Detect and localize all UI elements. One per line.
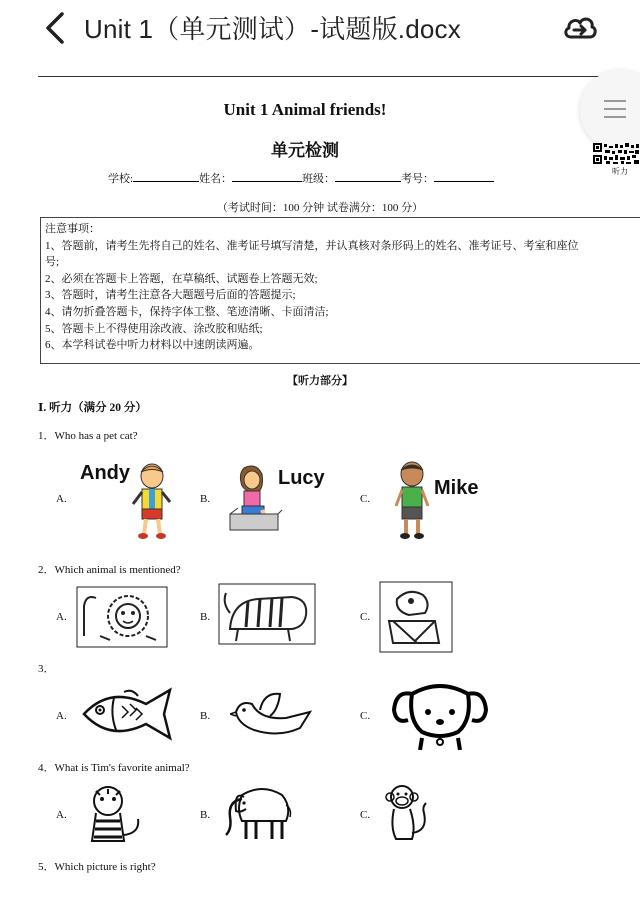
notice-item: 4、请勿折叠答题卡，保持字体工整、笔迹清晰、卡面清洁; [45,305,329,318]
chevron-left-icon[interactable] [38,10,72,46]
school-label: 学校: [108,173,134,185]
elephant-icon [222,781,294,843]
notice-item: 3、答题时，请考生注意各大题题号后面的答题提示; [45,289,296,302]
option-letter: A. [56,809,67,821]
option-letter: C. [360,611,371,623]
notice-item: 1、答题前，请考生先将自己的姓名、准考证号填写清楚，并认真核对条形码上的姓名、准考证号、考室和座位 [45,239,579,252]
exam-no-label: 考号： [401,173,435,185]
question-3: 3． [38,663,55,675]
option-name-label: Andy [80,462,130,484]
option-letter: B. [200,809,211,821]
option-letter: A. [56,710,67,722]
toolbar-divider [38,76,606,77]
paper-title: Unit 1 Animal friends! [223,100,387,119]
boy-andy-icon [130,462,176,540]
question-4: 4．What is Tim's favorite animal? [38,762,190,774]
class-label: 班级： [302,173,336,185]
option-letter: C. [360,493,371,505]
school-blank [133,170,199,182]
tiger-cub-icon [78,785,144,845]
class-blank [335,170,401,182]
option-letter: C. [360,710,371,722]
dog-icon [392,680,488,750]
monkey-icon [384,783,430,843]
notice-box [40,217,640,364]
name-blank [232,170,302,182]
notice-item: 2、必须在答题卡上答题，在草稿纸、试题卷上答题无效; [45,272,318,285]
tiger-icon [218,583,316,645]
fish-icon [80,684,176,742]
penguin-icon [379,581,453,653]
notice-item: 号; [45,256,60,269]
girl-lucy-icon [228,464,284,536]
exam-no-blank [434,170,494,182]
notice-item: 6、本学科试卷中听力材料以中速朗读两遍。 [45,339,260,352]
section-heading: Ⅰ. 听力（满分 20 分） [38,402,147,414]
app-toolbar [0,0,640,58]
notice-title: 注意事项： [45,223,100,235]
boy-mike-icon [392,460,432,540]
qr-label: 听力 [612,167,628,176]
option-letter: B. [200,493,211,505]
lion-icon [76,586,168,648]
qr-code-icon [593,143,640,165]
question-1: 1．Who has a pet cat? [38,430,138,442]
paper-subtitle: 单元检测 [271,141,339,161]
cloud-upload-icon[interactable] [560,8,600,48]
bird-icon [230,690,314,740]
option-letter: B. [200,611,211,623]
notice-item: 5、答题卡上不得使用涂改液、涂改胶和贴纸; [45,322,263,335]
option-name-label: Mike [434,477,479,499]
option-letter: B. [200,710,211,722]
option-name-label: Lucy [278,467,325,489]
student-info-line [108,170,494,186]
document-title: Unit 1（单元测试）-试题版.docx [84,14,461,44]
name-label: 姓名： [199,173,233,185]
question-2: 2．Which animal is mentioned? [38,564,181,576]
exam-time: （考试时间：100 分钟 试卷满分：100 分） [216,202,424,214]
listening-part-heading: 【听力部分】 [287,375,353,387]
option-letter: C. [360,809,371,821]
question-5: 5．Which picture is right? [38,861,156,873]
option-letter: A. [56,493,67,505]
option-letter: A. [56,611,67,623]
